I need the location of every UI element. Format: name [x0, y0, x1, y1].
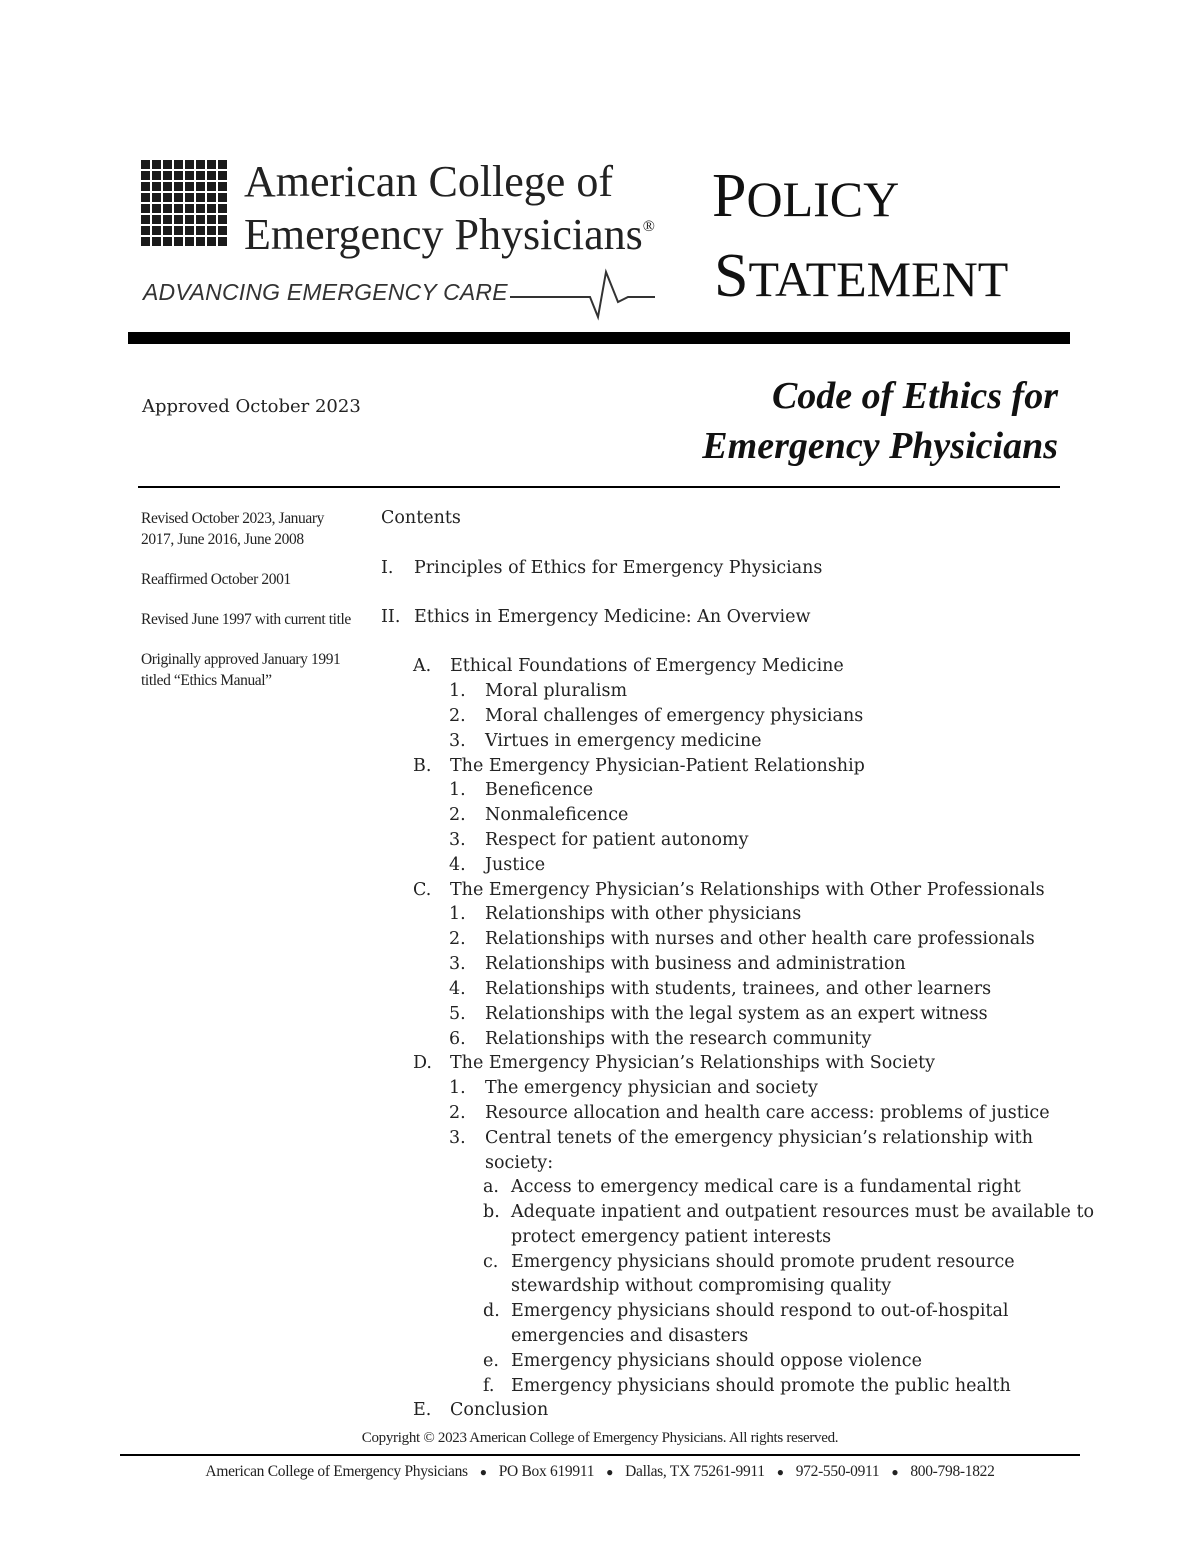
toc-item-text: Relationships with students, trainees, and other learners [485, 979, 992, 999]
logo-grid-square [196, 182, 205, 191]
toc-item-marker: 4. [449, 855, 466, 875]
toc-item-marker: 2. [449, 805, 466, 825]
logo-grid-square [141, 215, 150, 224]
org-name-line2-text: Emergency Physicians [244, 210, 643, 259]
toc-item-text: Ethical Foundations of Emergency Medicine [450, 656, 844, 676]
toc-item-text: Beneficence [485, 780, 594, 800]
logo-grid-square [196, 160, 205, 169]
logo-grid-square [218, 237, 227, 246]
toc-item-marker: 3. [449, 731, 466, 751]
org-name-line1: American College of [244, 157, 613, 206]
footer-divider [120, 1454, 1080, 1456]
logo-grid-square [152, 226, 161, 235]
revision-history [141, 508, 356, 710]
toc-item-text: Access to emergency medical care is a fundamental right [511, 1177, 1021, 1197]
contents-heading: Contents [381, 508, 461, 528]
toc-item-marker: 3. [449, 954, 466, 974]
toc-item-marker: 3. [449, 830, 466, 850]
logo-grid-square [196, 193, 205, 202]
toc-item-marker: c. [483, 1252, 499, 1272]
toc-item-marker: E. [413, 1400, 432, 1420]
logo-grid-square [174, 182, 183, 191]
toc-item-marker: I. [381, 558, 394, 578]
toc-item-marker: 5. [449, 1004, 466, 1024]
toc-item-text: Relationships with the legal system as an expert witness [485, 1004, 988, 1024]
logo-grid-square [218, 215, 227, 224]
logo-grid-square [196, 237, 205, 246]
toc-item-text: Resource allocation and health care access: problems of justice [485, 1103, 1050, 1123]
logo-grid-square [185, 226, 194, 235]
org-name-line2 [244, 210, 655, 259]
logo-grid-square [218, 160, 227, 169]
toc-item-marker: 1. [449, 1078, 466, 1098]
footer-phone2: 800-798-1822 [910, 1463, 995, 1480]
toc-item-text: Moral pluralism [485, 681, 628, 701]
history-entry: Revised October 2023, January 2017, June 2016, June 2008 [141, 510, 324, 548]
toc-item-marker: d. [483, 1301, 500, 1321]
logo-grid-square [152, 171, 161, 180]
logo-grid-square [185, 237, 194, 246]
statement-heading-word [714, 242, 1009, 310]
history-entry: Reaffirmed October 2001 [141, 571, 291, 588]
logo-grid-square [196, 171, 205, 180]
toc-item-text: protect emergency patient interests [511, 1227, 832, 1247]
logo-grid-square [163, 237, 172, 246]
logo-grid-square [163, 182, 172, 191]
policy-initial: P [712, 162, 747, 230]
document-title-line2: Emergency Physicians [702, 425, 1058, 467]
toc-item-text: Conclusion [450, 1400, 549, 1420]
logo-grid-square [185, 182, 194, 191]
toc-item-text: Justice [485, 855, 546, 875]
toc-item-marker: 1. [449, 904, 466, 924]
logo-grid-square [163, 226, 172, 235]
logo-grid-square [218, 193, 227, 202]
toc-item-text: Emergency physicians should promote prudent resource [511, 1252, 1015, 1272]
logo-grid-square [141, 160, 150, 169]
toc-item-text: Adequate inpatient and outpatient resources must be available to [511, 1202, 1095, 1222]
logo-grid-square [207, 193, 216, 202]
logo-grid-square [163, 160, 172, 169]
logo-grid-square [196, 226, 205, 235]
logo-grid-square [174, 193, 183, 202]
toc-item-marker: 2. [449, 706, 466, 726]
logo-grid-square [207, 182, 216, 191]
toc-item-text: The emergency physician and society [485, 1078, 818, 1098]
toc-item-marker: 6. [449, 1029, 466, 1049]
toc-item-text: Nonmaleficence [485, 805, 629, 825]
logo-grid-square [174, 237, 183, 246]
logo-grid-square [185, 193, 194, 202]
toc-item-text: Emergency physicians should oppose violence [511, 1351, 922, 1371]
logo-grid-square [185, 204, 194, 213]
logo-grid-square [174, 226, 183, 235]
logo-grid-square [152, 204, 161, 213]
toc-item-text: emergencies and disasters [511, 1326, 749, 1346]
title-divider [138, 486, 1060, 488]
header-divider [128, 332, 1070, 344]
toc-item-text: Respect for patient autonomy [485, 830, 749, 850]
policy-heading-word [712, 162, 900, 230]
toc-item-text: society: [485, 1153, 554, 1173]
logo-grid-square [196, 215, 205, 224]
history-entry: Originally approved January 1991 titled “Ethics Manual” [141, 651, 341, 689]
toc-item-text: stewardship without compromising quality [511, 1276, 892, 1296]
footer-org: American College of Emergency Physicians [205, 1463, 468, 1480]
statement-rest: TATEMENT [748, 251, 1009, 307]
logo-grid-square [174, 160, 183, 169]
bullet-icon: ● [606, 1465, 614, 1479]
toc-item-text: Emergency physicians should promote the public health [511, 1376, 1011, 1396]
logo-grid-square [141, 226, 150, 235]
footer-city: Dallas, TX 75261-9911 [625, 1463, 765, 1480]
toc-item-marker: f. [483, 1376, 495, 1396]
acep-logo-grid [141, 160, 229, 248]
toc-item-marker: 4. [449, 979, 466, 999]
toc-item-text: Moral challenges of emergency physicians [485, 706, 864, 726]
toc-item-marker: e. [483, 1351, 499, 1371]
toc-item-text: Emergency physicians should respond to out-of-hospital [511, 1301, 1009, 1321]
ekg-line-icon [510, 262, 660, 322]
toc-item-marker: C. [413, 880, 432, 900]
toc-item-text: Relationships with the research community [485, 1029, 872, 1049]
logo-grid-square [185, 171, 194, 180]
copyright-notice: Copyright © 2023 American College of Emergency Physicians. All rights reserved. [361, 1430, 839, 1446]
logo-grid-square [185, 215, 194, 224]
logo-grid-square [218, 204, 227, 213]
toc-item-text: Relationships with business and administration [485, 954, 906, 974]
logo-grid-square [141, 182, 150, 191]
toc-item-marker: A. [413, 656, 432, 676]
toc-item-text: The Emergency Physician’s Relationships with Other Professionals [450, 880, 1045, 900]
footer-contact [0, 1463, 1200, 1481]
toc-item-marker: D. [413, 1053, 432, 1073]
logo-grid-square [152, 193, 161, 202]
toc-item-text: Relationships with other physicians [485, 904, 802, 924]
toc-item-marker: B. [413, 756, 432, 776]
bullet-icon: ● [776, 1465, 784, 1479]
toc-item-marker: 2. [449, 929, 466, 949]
logo-grid-square [207, 226, 216, 235]
logo-grid-square [141, 193, 150, 202]
toc-item-text: Ethics in Emergency Medicine: An Overview [414, 607, 811, 627]
bullet-icon: ● [891, 1465, 899, 1479]
logo-grid-square [185, 160, 194, 169]
toc-item-marker: II. [381, 607, 401, 627]
logo-grid-square [174, 171, 183, 180]
toc-item-text: Principles of Ethics for Emergency Physicians [414, 558, 823, 578]
bullet-icon: ● [479, 1465, 487, 1479]
document-title-line1: Code of Ethics for [771, 375, 1058, 417]
logo-grid-square [163, 204, 172, 213]
logo-grid-square [152, 237, 161, 246]
logo-grid-square [174, 215, 183, 224]
logo-grid-square [207, 171, 216, 180]
toc-item-marker: b. [483, 1202, 500, 1222]
toc-item-marker: a. [483, 1177, 499, 1197]
toc-item-text: Relationships with nurses and other health care professionals [485, 929, 1035, 949]
toc-item-text: Central tenets of the emergency physician’s relationship with [485, 1128, 1033, 1148]
toc-item-text: Virtues in emergency medicine [485, 731, 762, 751]
logo-grid-square [218, 171, 227, 180]
statement-initial: S [714, 242, 749, 310]
toc-item-marker: 3. [449, 1128, 466, 1148]
toc-item-marker: 1. [449, 780, 466, 800]
approved-date: Approved October 2023 [142, 396, 361, 417]
logo-grid-square [152, 215, 161, 224]
logo-grid-square [141, 204, 150, 213]
logo-grid-square [152, 160, 161, 169]
policy-rest: OLICY [746, 171, 900, 227]
logo-grid-square [207, 160, 216, 169]
footer-phone1: 972-550-0911 [795, 1463, 880, 1480]
logo-grid-square [218, 226, 227, 235]
toc-item-text: The Emergency Physician-Patient Relationship [450, 756, 865, 776]
logo-grid-square [174, 204, 183, 213]
toc-item-text: The Emergency Physician’s Relationships with Society [450, 1053, 935, 1073]
toc-item-marker: 2. [449, 1103, 466, 1123]
history-entry: Revised June 1997 with current title [141, 611, 351, 628]
logo-grid-square [163, 215, 172, 224]
logo-grid-square [218, 182, 227, 191]
logo-grid-square [196, 204, 205, 213]
logo-grid-square [207, 204, 216, 213]
logo-grid-square [207, 215, 216, 224]
tagline: ADVANCING EMERGENCY CARE [143, 279, 508, 305]
logo-grid-square [152, 182, 161, 191]
logo-grid-square [141, 171, 150, 180]
logo-grid-square [163, 171, 172, 180]
footer-po-box: PO Box 619911 [498, 1463, 595, 1480]
logo-grid-square [207, 237, 216, 246]
logo-grid-square [141, 237, 150, 246]
toc-item-marker: 1. [449, 681, 466, 701]
logo-grid-square [163, 193, 172, 202]
registered-mark: ® [642, 218, 655, 235]
